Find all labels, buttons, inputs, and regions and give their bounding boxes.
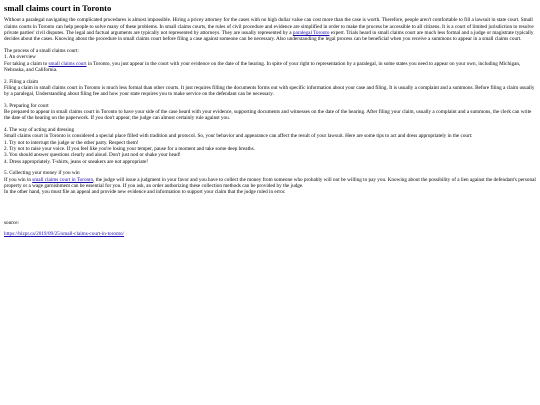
section-5-text: If you win in small claims court in Toronto, the judge will issue a judgment in your favor and you have to collect the money from someone who probably will not be willing to pay you. Knowing about the possibility of a lien against the defendant's personal property or a wage garnishment can be essential for you. If you ask, an order authorizing these collection methods can be provided by the judge.: [4, 176, 536, 189]
section-3-heading: 3. Preparing for court: [4, 102, 49, 109]
source-label: source:: [4, 219, 19, 226]
section-2-text: Filing a claim in small claims court in Toronto is much less formal than other courts. It just requires filling the documents forms out with specific information about your case and filing. It is usually a complaint and a summons. Before filing a claim usually by a paralegal, Understanding about filing fee and how your state requires you to make service on the defendant can be necessary.: [4, 84, 535, 98]
page-title: small claims court in Toronto: [4, 3, 112, 13]
tip-item: 1. Try not to interrupt the judge or the other party. Respect them!: [4, 139, 139, 146]
tip-item: 4. Dress appropriately. T-shirts, jeans or sneakers are not appropriate!: [4, 158, 149, 165]
section-1-text: For taking a claim to small claims court in Toronto, you just appear in the court with your evidence on the date of the hearing. In spite of your right to representation by a paralegal, in some states you need to appear on your own, including Michigan, Nebraska, and California.: [4, 60, 521, 74]
section-1-heading: 1. An overview: [4, 54, 36, 61]
section-2-heading: 2. Filing a claim: [4, 78, 39, 85]
small-claims-court-toronto-link[interactable]: small claims court in Toronto: [32, 176, 94, 183]
paralegal-toronto-link[interactable]: paralegal Toronto: [292, 30, 330, 37]
tip-item: 3. You should answer questions clearly and aloud. Don't just nod or shake your head!: [4, 152, 181, 159]
section-5-text-2: In the other hand, you must file an appeal and provide new evidence and information to support your claim that the judge ruled in error.: [4, 189, 286, 196]
intro-paragraph: Without a paralegal navigating the complicated procedures is almost impossible. Hiring a pricey attorney for the cases with no high dollar value can cost more than the case is worth. Therefore, people aren't comfortable to fill a lawsuit in state court. Small claims courts in Toronto can help people to solve many of these problems. In small claims courts, the rules of civil procedure and evidence are simplified in order to make the process be accessible to all citizens. It is a court of limited jurisdiction to resolve private parties' civil disputes. The legal and factual arguments are typically not represented by attorneys. They are usually represented by a paralegal Toronto expert. Trials heard in small claims court are much less formal and a judge or magistrate typically decides about the cases. Knowing about the procedure in small claims court before filing a case against someone can be necessary. Also understanding the legal process can be beneficial when you receive a summons to appear in a small claims court.: [4, 17, 534, 43]
source-link[interactable]: https://bizpr.ca/2019/09/25/small-claims-court-in-toronto/: [4, 231, 125, 238]
process-heading: The process of a small claims court:: [4, 48, 79, 55]
section-4-heading: 4. The way of acting and dressing: [4, 127, 75, 134]
small-claims-court-link[interactable]: small claims court: [48, 60, 87, 67]
section-4-text: Small claims court in Toronto is considered a special place filled with tradition and protocol. So, your behavior and appearance can affect the result of your lawsuit. Here are some tips to act and dress appropriately in the court:: [4, 133, 473, 140]
section-5-heading: 5. Collecting your money if you win: [4, 170, 80, 177]
section-3-text: Be prepared to appear in small claims court in Toronto to have your side of the case heard with your evidence, supporting documents and witnesses on the date of the hearing. After filing your claim, usually a complaint and a summons, the clerk can write the date of the hearing on the paperwork. If you don't appear, the judge can almost certainly rule against you.: [4, 109, 532, 122]
tip-item: 2. Try not to raise your voice. If you feel like you're losing your temper, pause for a moment and take some deep breaths.: [4, 146, 255, 153]
source-line: [4, 231, 536, 237]
